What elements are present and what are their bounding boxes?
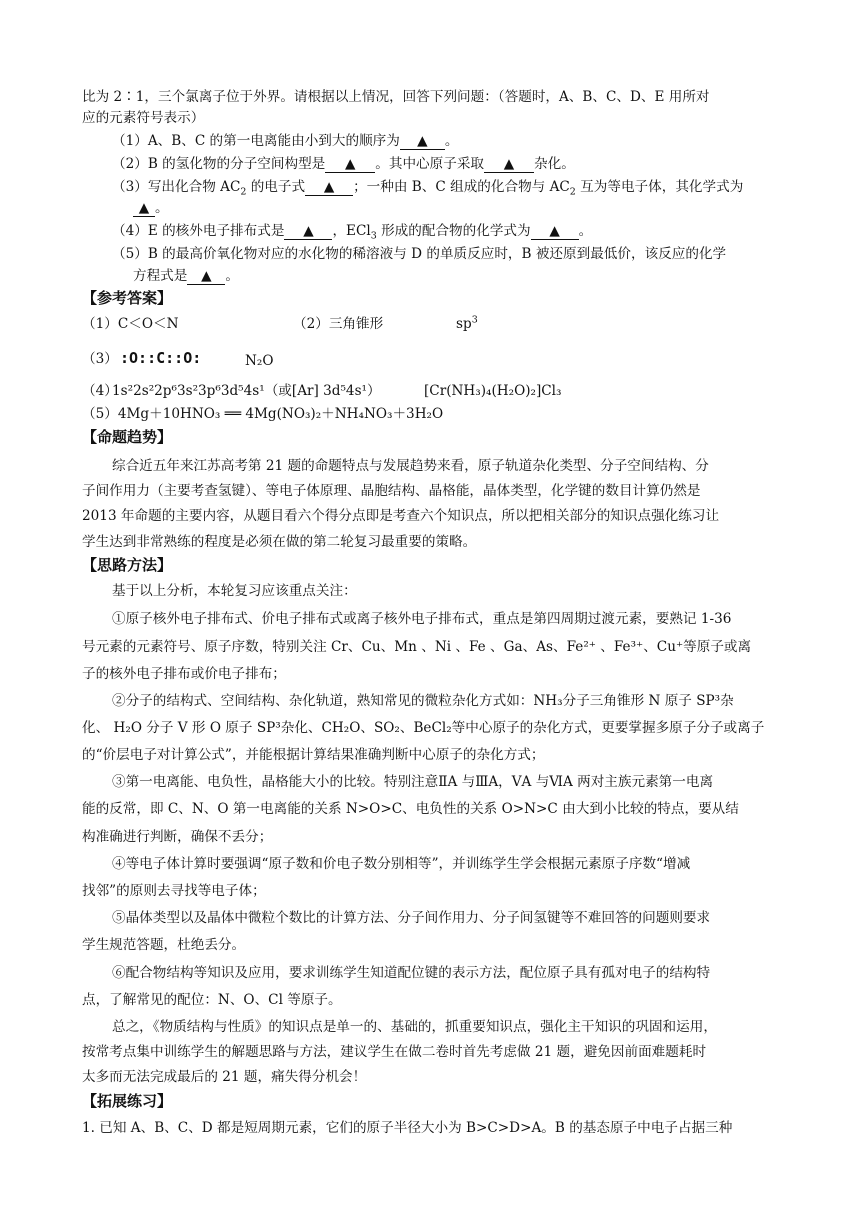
blank-marker: ▲	[417, 133, 428, 149]
subscript: 2	[569, 186, 576, 198]
question-3-text: （3）写出化合物 AC	[112, 179, 241, 195]
trend-line-2: 子间作用力（主要考查氢键）、等电子体原理、晶胞结构、晶格能，晶体类型，化学键的数目计算仍然是	[82, 483, 701, 499]
method-line: 学生规范答题，杜绝丢分。	[82, 937, 246, 953]
subscript: 2	[240, 186, 247, 198]
method-line: ⑥配合物结构等知识及应用，要求训练学生知道配位键的表示方法，配位原子具有孤对电子的结构特	[112, 965, 711, 981]
question-2	[112, 154, 575, 174]
question-3-text-c: ；一种由 B、C 组成的化合物与 AC	[353, 179, 570, 195]
question-5-end: 。	[225, 268, 239, 284]
trend-heading: 【命题趋势】	[82, 428, 173, 446]
question-5-cont	[133, 266, 239, 286]
method-line: ①原子核外电子排布式、价电子排布式或离子核外电子排布式，重点是第四周期过渡元素，要熟记 1-36	[112, 611, 732, 627]
trend-line-4: 学生达到非常熟练的程度是必须在做的第二轮复习最重要的策略。	[82, 534, 477, 550]
answer-3-label: （3）	[82, 351, 118, 367]
method-line: 能的反常，即 C、N、O 第一电离能的关系 N>O>C、电负性的关系 O>N>C 由大到小比较的特点，要从结	[82, 801, 739, 817]
answer-2: （2）三角锥形	[293, 316, 384, 332]
question-4-text-b: ，ECl	[332, 223, 371, 239]
question-intro-line-1: 比为 2∶1，三个氯离子位于外界。请根据以上情况，回答下列问题：（答题时，A、B、C、D、E 用所对	[82, 89, 710, 105]
blank-marker: ▲	[503, 156, 515, 172]
question-3-end: 。	[155, 200, 169, 216]
blank-marker: ▲	[549, 223, 560, 239]
question-2-text: （2）B 的氢化物的分子空间构型是	[112, 156, 326, 172]
question-1	[112, 131, 458, 151]
question-3-text-d: 互为等电子体，其化学式为	[575, 179, 744, 195]
method-line: 号元素的元素符号、原子序数，特别关注 Cr、Cu、Mn 、Ni 、Fe 、Ga、As、Fe²⁺ 、Fe³⁺、Cu⁺等原子或离	[82, 639, 752, 655]
answer-blank-3a	[305, 179, 353, 196]
blank-marker: ▲	[303, 223, 314, 239]
superscript: 3	[471, 314, 478, 326]
method-line: 太多而无法完成最后的 21 题，痛失得分机会！	[82, 1069, 367, 1085]
question-5: （5）B 的最高价氧化物对应的水化物的稀溶液与 D 的单质反应时，B 被还原到最低价，该反应的化学	[112, 246, 727, 262]
method-line: 找邻”的原则去寻找等电子体；	[82, 883, 266, 899]
question-1-text: （1）A、B、C 的第一电离能由小到大的顺序为	[112, 133, 400, 149]
trend-line-1: 综合近五年来江苏高考第 21 题的命题特点与发展趋势来看，原子轨道杂化类型、分子空间结构、分	[112, 458, 709, 474]
method-line: ⑤晶体类型以及晶体中微粒个数比的计算方法、分子间作用力、分子间氢键等不难回答的问题则要求	[112, 910, 711, 926]
question-3-text-b: 的电子式	[246, 179, 306, 195]
answer-5: （5）4Mg＋10HNO₃ ══ 4Mg(NO₃)₂＋NH₄NO₃＋3H₂O	[82, 406, 444, 422]
answer-blank-2b	[484, 156, 534, 173]
question-4	[112, 221, 592, 241]
method-line: 总之，《物质结构与性质》的知识点是单一的、基础的，抓重要知识点，强化主干知识的巩固和运用，	[112, 1019, 717, 1035]
question-4-end: 。	[578, 223, 593, 239]
blank-marker: ▲	[201, 268, 212, 284]
practice-heading: 【拓展练习】	[82, 1092, 173, 1110]
question-1-end: 。	[444, 133, 459, 149]
subscript: 3	[370, 230, 377, 242]
answer-4-complex: [Cr(NH₃)₄(H₂O)₂]Cl₃	[424, 383, 562, 399]
answer-blank-2a	[325, 156, 375, 173]
answer-2-hybrid	[456, 314, 478, 334]
answer-3-n2o: N₂O	[245, 353, 274, 369]
trend-line-3: 2013 年命题的主要内容，从题目看六个得分点即是考查六个知识点，所以把相关部分的知识点强化练习让	[82, 508, 720, 524]
method-line: 构准确进行判断，确保不丢分；	[82, 829, 273, 845]
blank-marker: ▲	[138, 200, 150, 216]
method-line: 的“价层电子对计算公式”，并能根据计算结果准确判断中心原子的杂化方式；	[82, 747, 545, 763]
question-2-end: 杂化。	[534, 156, 575, 172]
answer-blank-4a	[284, 223, 332, 240]
question-4-text: （4）E 的核外电子排布式是	[112, 223, 285, 239]
answer-heading: 【参考答案】	[82, 289, 173, 307]
answer-blank-3b	[133, 200, 155, 217]
answer-4-label: （4）	[82, 383, 118, 399]
question-3-cont	[133, 198, 169, 218]
question-2-mid: 。其中心原子采取	[375, 156, 485, 172]
answer-blank-4b	[531, 223, 579, 240]
question-3	[112, 177, 743, 197]
blank-marker: ▲	[345, 156, 356, 172]
method-line: ④等电子体计算时要强调“原子数和价电子数分别相等”，并训练学生学会根据元素原子序数“增减	[112, 856, 691, 872]
answer-blank-5	[187, 268, 225, 285]
answer-1: （1）C＜O＜N	[82, 316, 179, 332]
method-line: 点，了解常见的配位：N、O、Cl 等原子。	[82, 992, 342, 1008]
method-heading: 【思路方法】	[82, 556, 173, 574]
method-line: 化、 H₂O 分子 V 形 O 原子 SP³杂化、CH₂O、SO₂、BeCl₂等中心原子的杂化方式，更要掌握多原子分子或离子	[82, 720, 765, 736]
question-4-text-c: 形成的配合物的化学式为	[376, 223, 531, 239]
method-line: 子的核外电子排布或价电子排布；	[82, 666, 286, 682]
question-intro-line-2: 应的元素符号表示）	[82, 110, 205, 126]
electron-dot-formula: :O::C::O:	[120, 349, 202, 367]
practice-question-1: 1. 已知 A、B、C、D 都是短周期元素，它们的原子半径大小为 B>C>D>A。B 的基态原子中电子占据三种	[82, 1120, 733, 1136]
answer-4-config: 1s²2s²2p⁶3s²3p⁶3d⁵4s¹（或[Ar] 3d⁵4s¹）	[112, 383, 381, 399]
method-line: 按常考点集中训练学生的解题思路与方法，建议学生在做二卷时首先考虑做 21 题，避免因前面难题耗时	[82, 1044, 707, 1060]
method-line: ②分子的结构式、空间结构、杂化轨道，熟知常见的微粒杂化方式如：NH₃分子三角锥形 N 原子 SP³杂	[112, 693, 734, 709]
question-5-text-b: 方程式是	[133, 268, 188, 284]
blank-marker: ▲	[323, 179, 335, 195]
method-line: 基于以上分析，本轮复习应该重点关注：	[112, 583, 357, 599]
method-line: ③第一电离能、电负性，晶格能大小的比较。特别注意ⅡA 与ⅢA，ⅤA 与ⅥA 两对主族元素第一电离	[112, 774, 714, 790]
hybrid-text: sp	[456, 316, 472, 332]
answer-blank-1	[400, 133, 445, 150]
